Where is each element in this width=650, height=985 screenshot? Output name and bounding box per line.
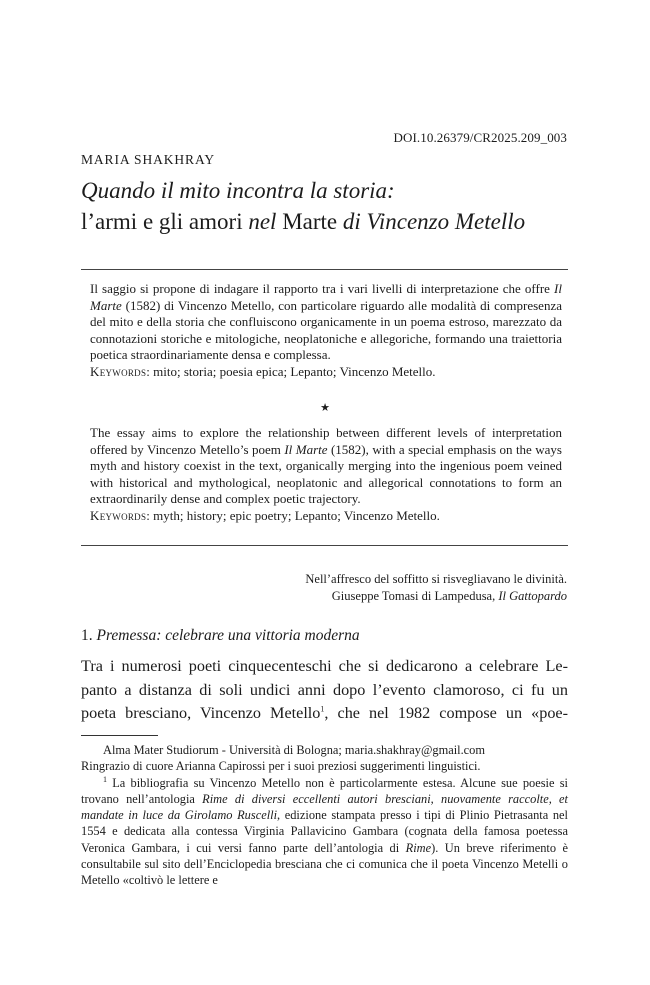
abstract-english: The essay aims to explore the relationship between different levels of interpretation offered by Vincenzo Metello’s poem Il Marte (1582), with a special emphasis on the ways myth and history coexist in the text, organically merging into the ingenious poem veined with historical and mythological, neoplatonic and allegorical connotations to form an extraordinarily dense and complex poetic trajectory. Keywords: myth; history; epic poetry; Lepanto; Vincenzo Metello.: [90, 425, 562, 523]
keywords-label-en: Keywords: [90, 507, 147, 523]
footnotes: [81, 742, 568, 889]
title-line-2: l’armi e gli amori nel Marte di Vincenzo Metello: [81, 209, 526, 234]
keywords-en: : myth; history; epic poetry; Lepanto; Vincenzo Metello.: [146, 507, 440, 523]
epigraph: [305, 571, 567, 604]
affiliation-note: Alma Mater Studiorum - Università di Bologna; maria.shakhray@gmail.com: [103, 743, 486, 757]
keywords-label-it: Keywords: [90, 363, 147, 379]
footnote-ref[interactable]: 1: [320, 704, 325, 714]
keywords-it: : mito; storia; poesia epica; Lepanto; Vincenzo Metello.: [146, 363, 436, 379]
thanks-note: Ringrazio di cuore Arianna Capirossi per i suoi preziosi suggerimenti linguistici.: [81, 759, 481, 774]
article-title: [81, 175, 525, 237]
epigraph-quote: Nell’affresco del soffitto si risvegliavano le divinità.: [305, 572, 567, 586]
body-line: panto a distanza di soli undici anni dopo l’evento clamoroso, ci fu un: [81, 680, 568, 699]
doi-label: DOI.10.26379/CR2025.209_003: [393, 130, 567, 145]
title-line-1: Quando il mito incontra la storia:: [81, 178, 395, 203]
epigraph-source: Giuseppe Tomasi di Lampedusa, Il Gattopardo: [331, 588, 567, 603]
footnote-1: $^1$ La bibliografia su Vincenzo Metello non è particolarmente estesa. Alcune sue poesie si trovano nell’antologia Rime di diversi eccellenti autori bresciani, nuovamente raccolte, et mandate in luce da Girolamo Ruscelli, edizione stampata presso i tipi di Plinio Pietrasanta nel 1554 e dedicata alla contessa Virginia Pallavicino Gambara (cognata della famosa poetessa Veronica Gambara, i cui versi fanno parte dell’antologia di Rime). Un breve riferimento è consultabile sul sito dell’Enciclopedia bresciana che ci comunica che il poeta Vincenzo Metelli o Metello «coltivò le lettere e: [81, 774, 568, 888]
abstract-italian: Il saggio si propone di indagare il rapporto tra i vari livelli di interpretazione che offre Il Marte (1582) di Vincenzo Metello, con particolare riguardo alle modalità di compresenza del mito e della storia che confluiscono organicamente in un poema estroso, marezzato da connotazioni storiche e mitologiche, neoplatoniche e allegoriche, formando una traiettoria poetica straordinariamente densa e complessa. Keywords: mito; storia; poesia epica; Lepanto; Vincenzo Metello.: [90, 281, 562, 379]
section-heading: 1. Premessa: celebrare una vittoria moderna: [81, 627, 360, 644]
body-line: Tra i numerosi poeti cinquecenteschi che si dedicarono a celebrare Le-: [81, 657, 568, 675]
author-name: MARIA SHAKHRAY: [81, 152, 216, 167]
abstract-bottom-rule: [81, 545, 568, 546]
body-paragraph: [81, 655, 568, 726]
body-line: poeta bresciano, Vincenzo Metello$^1$, che nel 1982 compose un «poe-: [81, 704, 568, 722]
footnote-rule: [81, 735, 158, 736]
star-separator: ★: [320, 402, 330, 414]
abstract-top-rule: [81, 269, 568, 270]
